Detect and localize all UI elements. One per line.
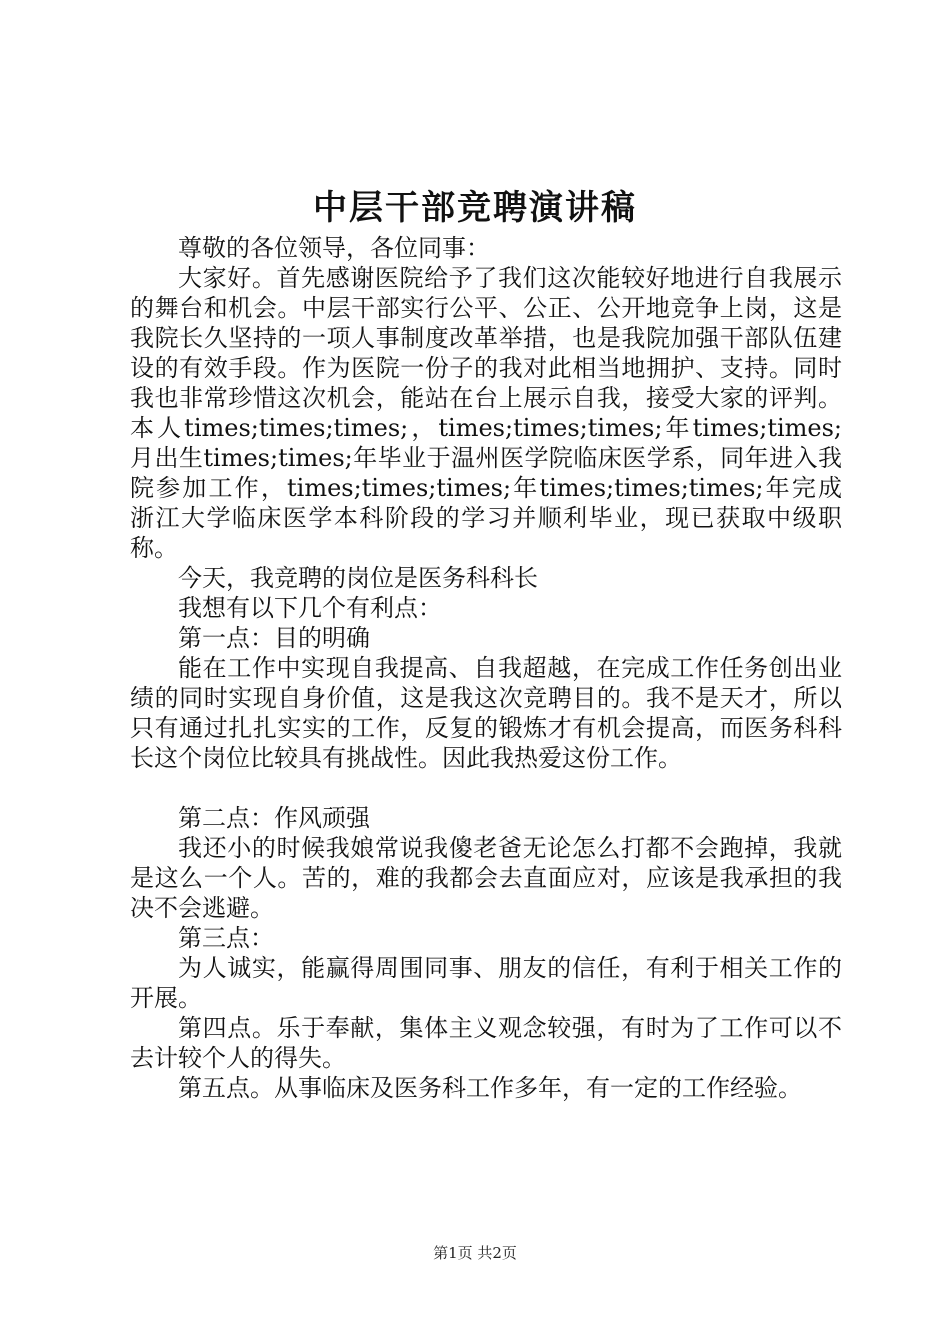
point-three-paragraph: 为人诚实，能赢得周围同事、朋友的信任，有利于相关工作的开展。 [130,954,842,1012]
point-four-paragraph: 第四点。乐于奉献，集体主义观念较强，有时为了工作可以不去计较个人的得失。 [130,1014,842,1072]
document-title: 中层干部竞聘演讲稿 [313,188,637,228]
document-body [130,233,842,1103]
point-one-heading: 第一点：目的明确 [178,624,370,652]
point-five-paragraph: 第五点。从事临床及医务科工作多年，有一定的工作经验。 [178,1074,802,1102]
paragraph-spacer [130,773,842,803]
greeting-paragraph: 尊敬的各位领导，各位同事： [178,234,490,262]
intro-paragraph: 大家好。首先感谢医院给予了我们这次能较好地进行自我展示的舞台和机会。中层干部实行公平、公正、公开地竞争上岗，这是我院长久坚持的一项人事制度改革举措，也是我院加强干部队伍建设的有效手段。作为医院一份子的我对此相当地拥护、支持。同时我也非常珍惜这次机会，能站在台上展示自我，接受大家的评判。本人times;times;times;，times;times;times;年times;times;月出生times;times;年毕业于温州医学院临床医学系，同年进入我院参加工作，times;times;times;年times;times;times;年完成浙江大学临床医学本科阶段的学习并顺利毕业，现已获取中级职称。 [130,264,842,562]
position-paragraph: 今天，我竞聘的岗位是医务科科长 [178,564,538,592]
point-two-heading: 第二点：作风顽强 [178,804,370,832]
advantages-lead-paragraph: 我想有以下几个有利点： [178,594,442,622]
page-number-footer: 第1页 共2页 [433,1244,517,1262]
point-one-paragraph: 能在工作中实现自我提高、自我超越，在完成工作任务创出业绩的同时实现自身价值，这是我这次竞聘目的。我不是天才，所以只有通过扎扎实实的工作，反复的锻炼才有机会提高，而医务科科长这个岗位比较具有挑战性。因此我热爱这份工作。 [130,654,842,772]
point-two-paragraph: 我还小的时候我娘常说我傻老爸无论怎么打都不会跑掉，我就是这么一个人。苦的，难的我都会去直面应对，应该是我承担的我决不会逃避。 [130,834,842,922]
point-three-heading: 第三点： [178,924,274,952]
